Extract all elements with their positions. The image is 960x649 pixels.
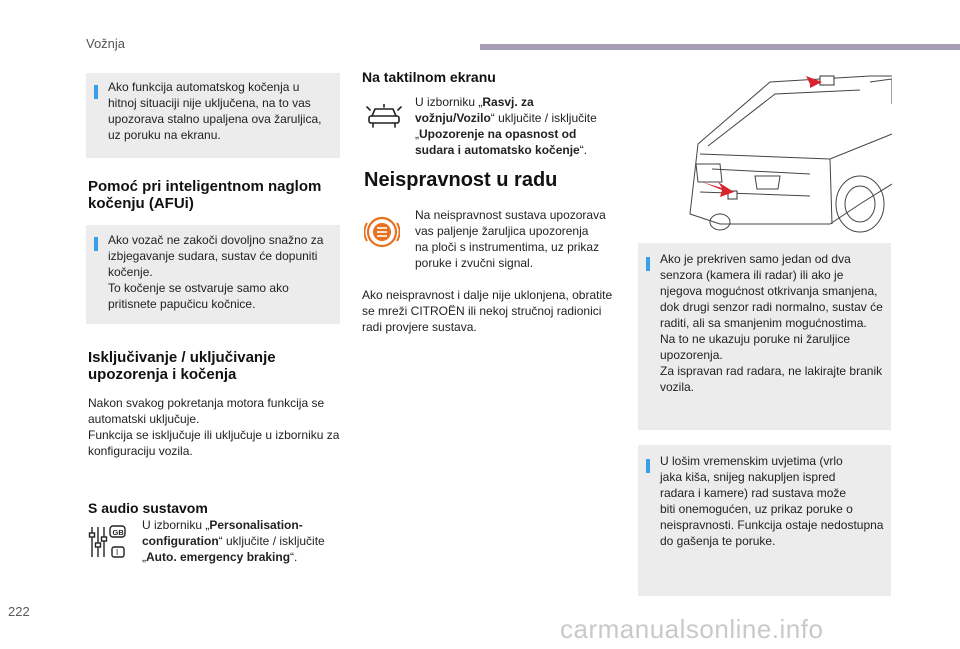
info-marker-icon [646, 459, 650, 473]
touchscreen-text: U izborniku „Rasvj. za vožnju/Vozilo“ uključite / isključite „Upozorenje na opasnost od sudara i automatsko kočenje“. [415, 95, 597, 157]
audio-heading: S audio sustavom [88, 500, 208, 516]
info-note-2 [86, 225, 340, 324]
car-collision-icon [366, 104, 402, 130]
info-marker-icon [94, 237, 98, 251]
header-accent-bar [480, 44, 960, 50]
info-note-1 [86, 73, 340, 158]
svg-text:I: I [116, 548, 119, 557]
touchscreen-heading: Na taktilnom ekranu [362, 69, 496, 85]
afu-heading: Pomoć pri inteligentnom naglom kočenju (AFUi) [88, 178, 322, 212]
info-marker-icon [94, 85, 98, 99]
svg-text:GB: GB [112, 528, 124, 537]
audio-settings-icon [88, 521, 128, 561]
info-note-3-text: Ako je prekriven samo jedan od dva senzora (kamera ili radar) ili ako je njegova mogućnost otkrivanja smanjena, dok drugi senzor radi normalno, sustav će raditi, ali sa smanjenim mogućnostima. Na to ne ukazuju poruke ni žaruljice upozorenja. Za ispravan rad radara, ne lakirajte branik vozila. [660, 252, 883, 394]
toggle-heading: Isključivanje / uključivanje upozorenja i kočenja [88, 349, 276, 383]
info-note-4 [638, 445, 891, 596]
watermark: carmanualsonline.info [560, 614, 824, 644]
radar-warning-icon [364, 214, 400, 250]
info-note-2-text: Ako vozač ne zakoči dovoljno snažno za izbjegavanje sudara, sustav će dopuniti kočenje. To kočenje se ostvaruje samo ako pritisnete papučicu kočnice. [108, 233, 324, 311]
info-note-1-text: Ako funkcija automatskog kočenja u hitnoj situaciji nije uključena, na to vas upozorava stalno upaljena ova žaruljica, uz poruku na ekranu. [108, 80, 322, 142]
van-illustration [660, 64, 892, 236]
audio-text: U izborniku „Personalisation- configuration“ uključite / isključite „Auto. emergency braking“. [142, 518, 325, 564]
section-label: Vožnja [86, 36, 126, 51]
fault-text: Ako neispravnost i dalje nije uklonjena, obratite se mreži CITROËN ili nekoj stručnoj radionici radi provjere sustava. [362, 288, 613, 334]
info-note-3 [638, 243, 891, 430]
toggle-text: Nakon svakog pokretanja motora funkcija se automatski uključuje. Funkcija se isključuje ili uključuje u izborniku za konfiguraciju vozila. [88, 396, 340, 458]
fault-heading: Neispravnost u radu [364, 169, 558, 191]
info-marker-icon [646, 257, 650, 271]
fault-icon-text: Na neispravnost sustava upozorava vas paljenje žaruljica upozorenja na ploči s instrumentima, uz prikaz poruke i zvučni signal. [415, 208, 606, 270]
info-note-4-text: U lošim vremenskim uvjetima (vrlo jaka kiša, snijeg nakupljen ispred radara i kamere) rad sustava može biti onemogućen, uz prikaz poruke o neispravnosti. Funkcija ostaje nedostupna do gašenja te poruke. [660, 454, 884, 548]
page-number: 222 [8, 604, 30, 619]
